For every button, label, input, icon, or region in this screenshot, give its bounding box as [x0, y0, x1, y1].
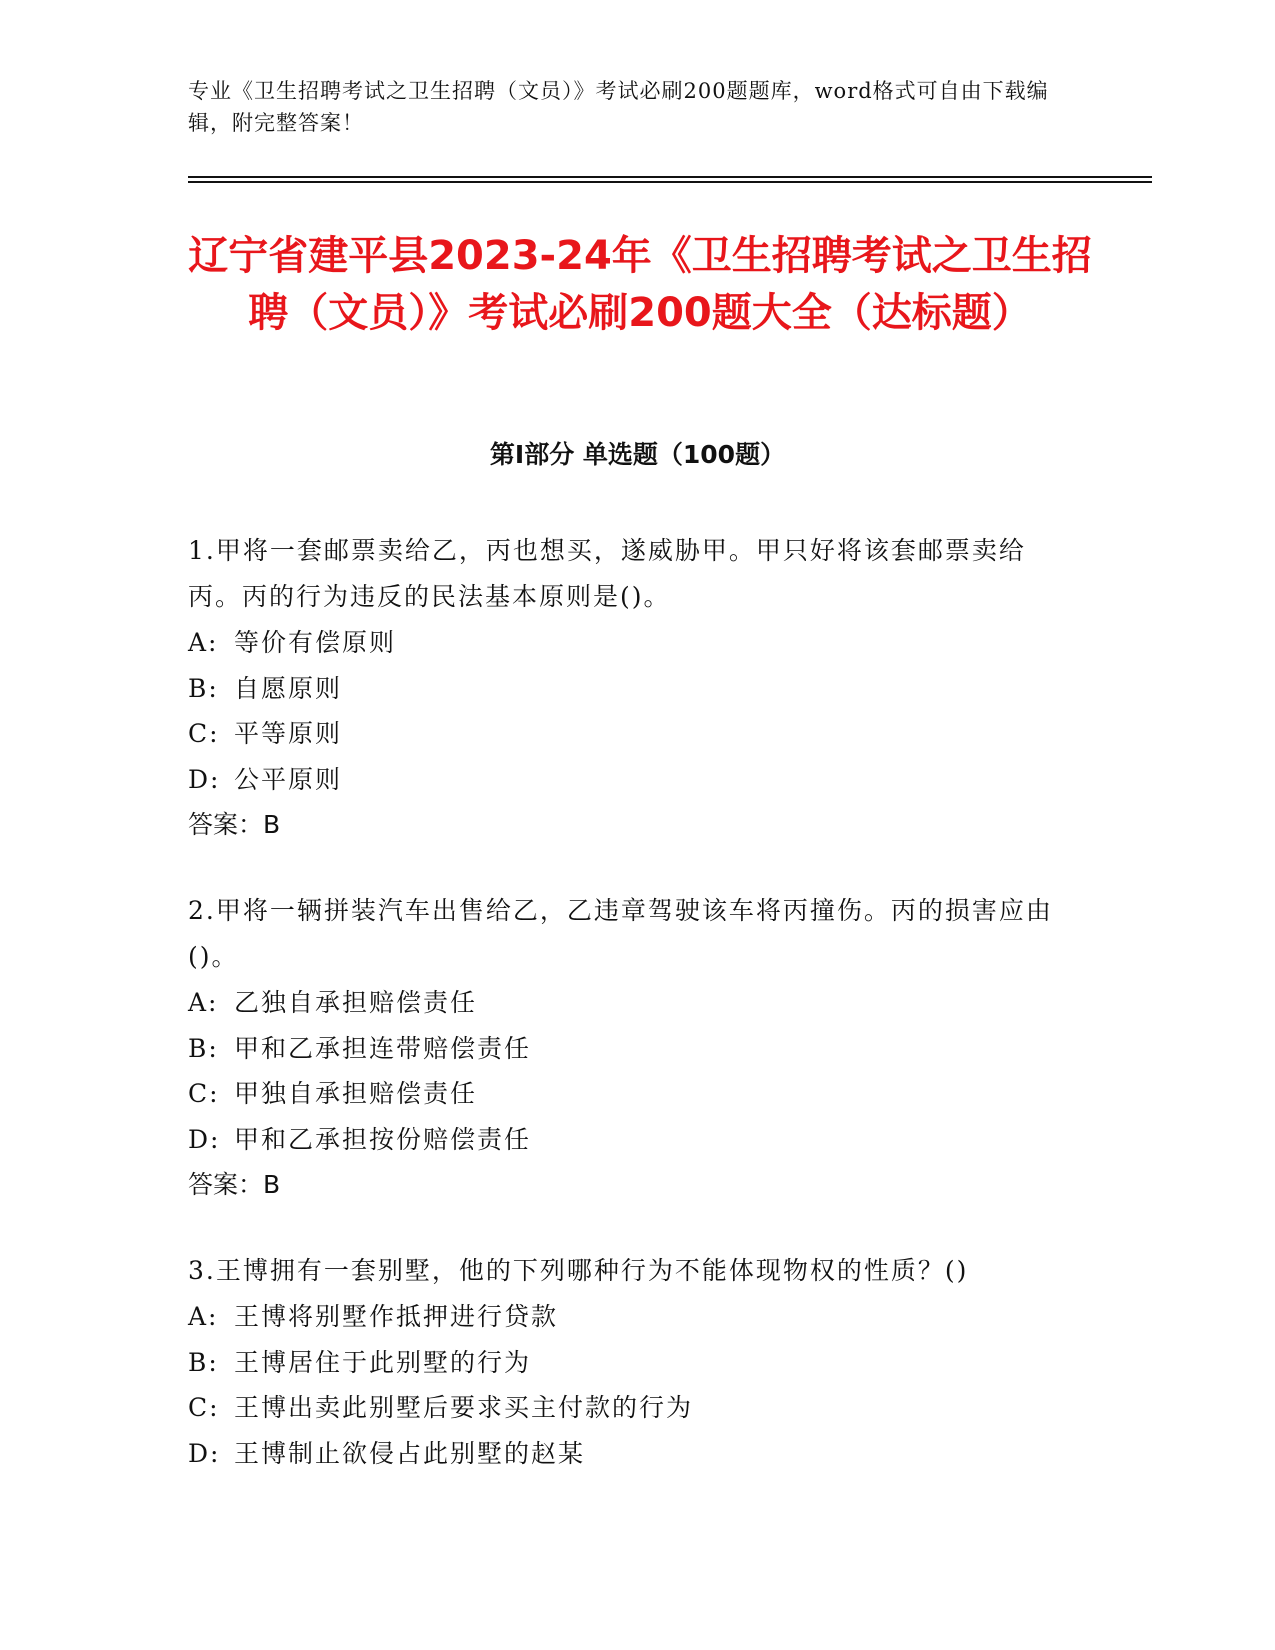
option-text: 王博将别墅作抵押进行贷款 [234, 1302, 559, 1331]
document-title: 辽宁省建平县2023-24年《卫生招聘考试之卫生招聘（文员）》考试必刷200题大全（达标题） [188, 233, 1092, 336]
option-c [188, 1071, 1068, 1117]
question-3 [188, 1248, 1068, 1476]
option-text: 王博居住于此别墅的行为 [234, 1347, 532, 1377]
header-divider-thick [188, 181, 1152, 183]
option-text: 甲独自承担赔偿责任 [234, 1079, 478, 1108]
option-b [188, 1340, 1068, 1386]
option-letter: B: [188, 673, 219, 703]
header-note: 专业《卫生招聘考试之卫生招聘（文员）》考试必刷200题题库，word格式可自由下载编辑，附完整答案！ [188, 79, 1049, 135]
option-d [188, 1431, 1068, 1477]
option-text: 平等原则 [234, 719, 343, 748]
section-title: 第Ⅰ部分 单选题（100题） [489, 440, 786, 469]
option-text: 王博出卖此别墅后要求买主付款的行为 [234, 1393, 694, 1422]
option-b [188, 666, 1068, 712]
option-text: 公平原则 [234, 764, 343, 794]
question-text: 2.甲将一辆拼装汽车出售给乙，乙违章驾驶该车将丙撞伤。丙的损害应由()。 [188, 896, 1053, 971]
option-c [188, 1385, 1068, 1431]
question-list [188, 528, 1068, 1516]
option-letter: C: [188, 1393, 220, 1422]
option-letter: B: [188, 1347, 219, 1377]
option-text: 自愿原则 [234, 673, 343, 703]
header-divider-thin [188, 176, 1152, 178]
option-d [188, 1117, 1068, 1163]
question-text: 1.甲将一套邮票卖给乙，丙也想买，遂威胁甲。甲只好将该套邮票卖给丙。丙的行为违反的民法基本原则是()。 [188, 536, 1026, 611]
option-text: 王博制止欲侵占此别墅的赵某 [234, 1438, 586, 1468]
option-letter: A: [188, 628, 219, 657]
option-letter: D: [188, 1438, 221, 1468]
option-text: 等价有偿原则 [234, 628, 397, 657]
option-a [188, 980, 1068, 1026]
option-a [188, 1294, 1068, 1340]
option-letter: C: [188, 719, 220, 748]
option-letter: D: [188, 1124, 221, 1154]
option-b [188, 1026, 1068, 1072]
option-text: 甲和乙承担按份赔偿责任 [234, 1124, 532, 1154]
option-a [188, 620, 1068, 666]
answer-line: 答案：B [188, 810, 281, 839]
answer-line: 答案：B [188, 1170, 281, 1199]
option-letter: C: [188, 1079, 220, 1108]
question-text: 3.王博拥有一套别墅，他的下列哪种行为不能体现物权的性质？() [188, 1256, 969, 1285]
option-letter: A: [188, 1302, 219, 1331]
question-2 [188, 888, 1068, 1208]
option-letter: D: [188, 764, 221, 794]
question-1 [188, 528, 1068, 848]
option-letter: B: [188, 1033, 219, 1063]
option-c [188, 711, 1068, 757]
option-text: 乙独自承担赔偿责任 [234, 988, 478, 1017]
option-letter: A: [188, 988, 219, 1017]
option-text: 甲和乙承担连带赔偿责任 [234, 1033, 532, 1063]
option-d [188, 757, 1068, 803]
